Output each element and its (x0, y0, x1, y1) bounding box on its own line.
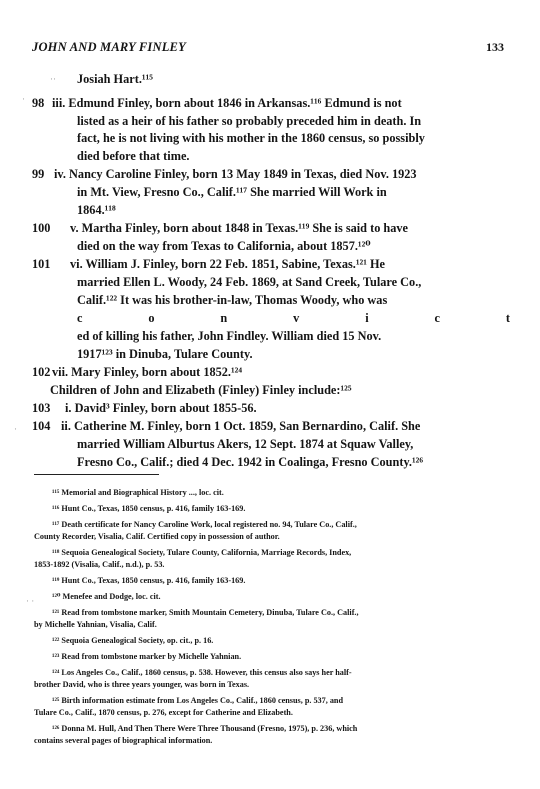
spaced-letter: c (77, 311, 83, 325)
entry-line: married Ellen L. Woody, 24 Feb. 1869, at Sand Creek, Tulare Co., (77, 275, 422, 289)
footnote: ¹¹⁸ Sequoia Genealogical Society, Tulare County, California, Marriage Records, Index, (52, 548, 352, 557)
speck: · (22, 94, 25, 104)
entry-number: 101 (32, 257, 51, 271)
footnote: ¹²⁵ Birth information estimate from Los Angeles Co., Calif., 1860 census, p. 537, and (52, 696, 344, 705)
spaced-letter: i (365, 311, 369, 325)
entry-line: vii. Mary Finley, born about 1852.¹²⁴ (52, 365, 243, 379)
entry-line: in Mt. View, Fresno Co., Calif.¹¹⁷ She married Will Work in (77, 185, 387, 199)
entry-number: 98 (32, 96, 45, 110)
footnote: ¹¹⁷ Death certificate for Nancy Caroline Work, local registered no. 94, Tulare Co., Calif., (52, 520, 357, 529)
speck: · (14, 424, 17, 434)
speck: ·· (50, 74, 56, 84)
entry-line: iii. Edmund Finley, born about 1846 in Arkansas.¹¹⁶ Edmund is not (52, 96, 402, 110)
footnote: ¹²³ Read from tombstone marker by Michelle Yahnian. (52, 652, 242, 661)
footnote: ¹¹⁵ Memorial and Biographical History ..., loc. cit. (52, 488, 224, 497)
spaced-letter: n (220, 311, 228, 325)
entry-line: Josiah Hart.¹¹⁵ (77, 72, 153, 86)
footnote: ¹²¹ Read from tombstone marker, Smith Mountain Cemetery, Dinuba, Tulare Co., Calif., (52, 608, 359, 617)
entry-line: married William Alburtus Akers, 12 Sept. 1874 at Squaw Valley, (77, 437, 414, 451)
entry-line: Calif.¹²² It was his brother-in-law, Thomas Woody, who was (77, 293, 388, 307)
page-number: 133 (486, 40, 504, 54)
entry-line: v. Martha Finley, born about 1848 in Texas.¹¹⁹ She is said to have (70, 221, 409, 235)
entry-line-spaced (77, 311, 510, 325)
entry-line: 1917¹²³ in Dinuba, Tulare County. (77, 347, 253, 361)
spaced-letter: o (148, 311, 155, 325)
entry-line: vi. William J. Finley, born 22 Feb. 1851, Sabine, Texas.¹²¹ He (70, 257, 385, 271)
entry-line: i. David³ Finley, born about 1855-56. (65, 401, 257, 415)
entry-number: 102 (32, 365, 51, 379)
spaced-letter: v (293, 311, 300, 325)
entry-line: died before that time. (77, 149, 190, 163)
footnote: ¹¹⁹ Hunt Co., Texas, 1850 census, p. 416, family 163-169. (52, 576, 246, 585)
entry-line: Fresno Co., Calif.; died 4 Dec. 1942 in Coalinga, Fresno County.¹²⁶ (77, 455, 424, 469)
entry-line: fact, he is not living with his mother in the 1860 census, so possibly (77, 131, 425, 145)
entry-line: died on the way from Texas to California, about 1857.¹²⁰ (77, 239, 371, 253)
speck: · · (26, 596, 35, 606)
page-header-title: JOHN AND MARY FINLEY (32, 40, 186, 54)
footnote-cont: brother David, who is three years younger, was born in Texas. (34, 680, 250, 689)
entry-line: ii. Catherine M. Finley, born 1 Oct. 1859, San Bernardino, Calif. She (61, 419, 421, 433)
spaced-letter: t (505, 311, 510, 325)
entry-number: 104 (32, 419, 51, 433)
footnote-cont: contains several pages of biographical information. (34, 736, 213, 745)
entry-line: listed as a heir of his father so probably preceded him in death. In (77, 114, 422, 128)
footnote-cont: County Recorder, Visalia, Calif. Certified copy in possession of author. (34, 532, 280, 541)
entry-number: 103 (32, 401, 51, 415)
entry-line: 1864.¹¹⁸ (77, 203, 116, 217)
footnote-cont: Tulare Co., Calif., 1870 census, p. 276, except for Catherine and Elizabeth. (34, 708, 293, 717)
footnote-cont: 1853-1892 (Visalia, Calif., n.d.), p. 53. (34, 560, 165, 569)
footnote: ¹¹⁶ Hunt Co., Texas, 1850 census, p. 416, family 163-169. (52, 504, 246, 513)
entry-line: iv. Nancy Caroline Finley, born 13 May 1849 in Texas, died Nov. 1923 (54, 167, 417, 181)
footnote: ¹²⁴ Los Angeles Co., Calif., 1860 census, p. 538. However, this census also says her half- (52, 668, 352, 677)
entry-line: ed of killing his father, John Findley. William died 15 Nov. (77, 329, 382, 343)
footnote: ¹²² Sequoia Genealogical Society, op. cit., p. 16. (52, 636, 214, 645)
entry-number: 99 (32, 167, 45, 181)
entry-number: 100 (32, 221, 51, 235)
footnote-divider (34, 474, 159, 475)
footnote: ¹²⁶ Donna M. Hull, And Then There Were Three Thousand (Fresno, 1975), p. 236, which (52, 724, 358, 733)
footnote-cont: by Michelle Yahnian, Visalia, Calif. (34, 620, 157, 629)
footnote: ¹²⁰ Menefee and Dodge, loc. cit. (52, 592, 161, 601)
children-heading: Children of John and Elizabeth (Finley) Finley include:¹²⁵ (50, 383, 352, 397)
spaced-letter: c (434, 311, 440, 325)
